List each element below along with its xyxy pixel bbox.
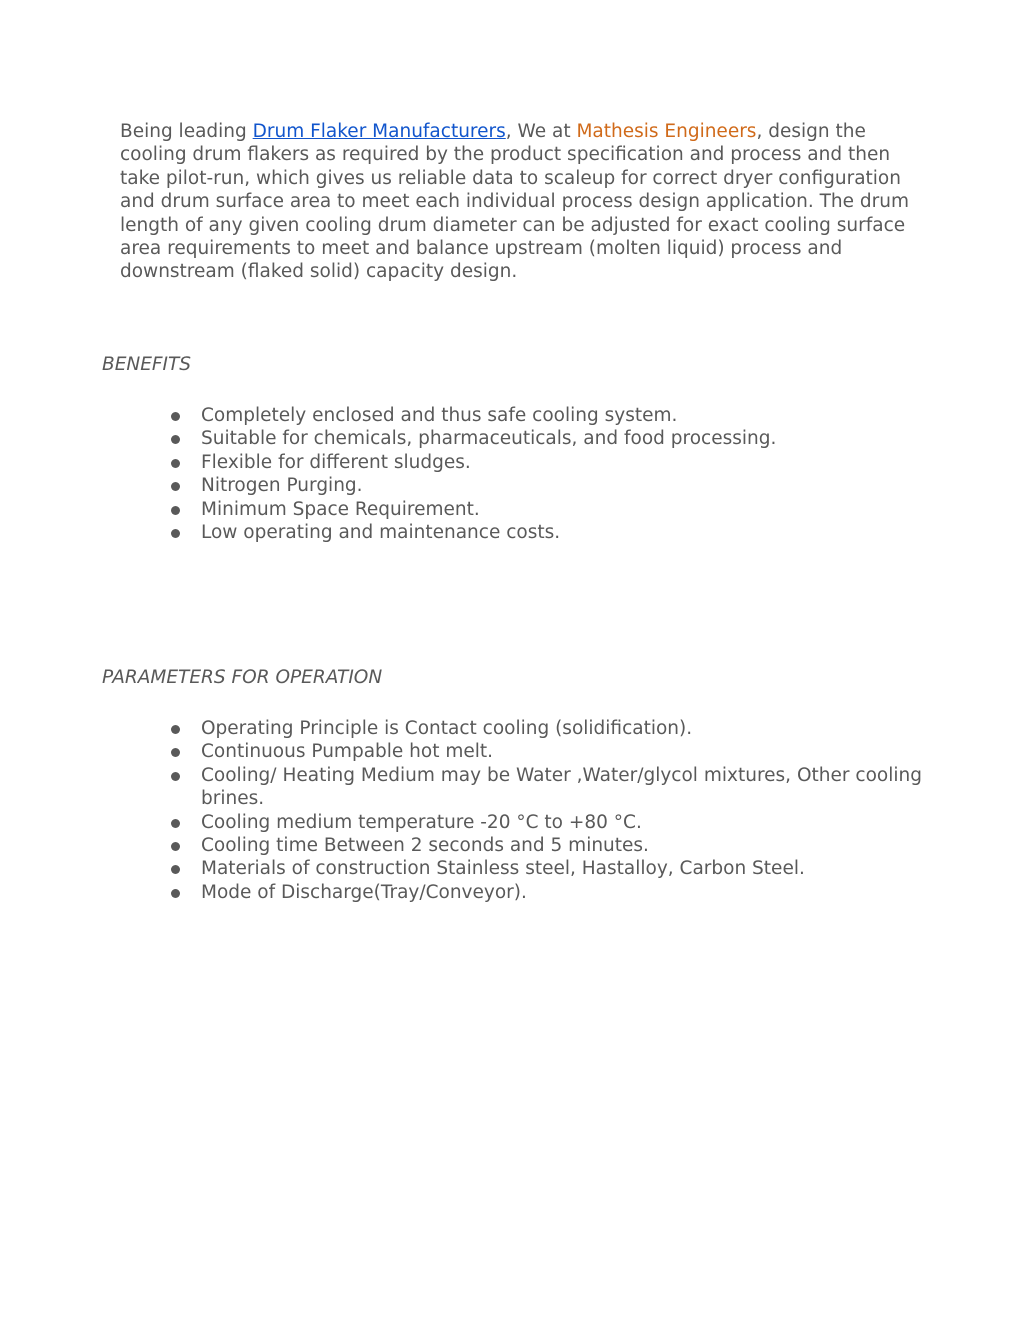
- drum-flaker-manufacturers-link[interactable]: Drum Flaker Manufacturers: [252, 121, 506, 142]
- list-item-text: Continuous Pumpable hot melt.: [201, 741, 494, 763]
- bullet-icon: [171, 482, 180, 491]
- list-item: [170, 451, 922, 474]
- intro-middle: , We at: [505, 121, 577, 142]
- intro-rest: , design the cooling drum flakers as required by the product specification and process and then take pilot-run, which gives us reliable data to scaleup for correct dryer configuration and drum surface area to meet each individual process design application. The drum length of any given cooling drum diameter can be adjusted for exact cooling surface area requirements to meet and balance upstream (molten liquid) process and downstream (flaked solid) capacity design.: [120, 121, 909, 283]
- list-item: [170, 521, 922, 544]
- list-item: [170, 811, 922, 834]
- bullet-icon: [171, 506, 180, 515]
- bullet-icon: [171, 529, 180, 538]
- list-item-text: Cooling medium temperature -20 °C to +80 °C.: [201, 811, 642, 833]
- list-item-text: Operating Principle is Contact cooling (solidification).: [201, 718, 693, 739]
- list-item: [170, 404, 922, 427]
- list-item: [170, 740, 922, 763]
- benefits-heading: BENEFITS: [102, 354, 192, 375]
- list-item-text: Mode of Discharge(Tray/Conveyor).: [201, 881, 527, 903]
- list-item: [170, 498, 922, 521]
- bullet-icon: [171, 459, 180, 468]
- bullet-icon: [171, 412, 180, 421]
- list-item-text: Minimum Space Requirement.: [201, 498, 480, 520]
- benefits-list: [170, 404, 922, 544]
- list-item: [170, 427, 922, 450]
- brand-name: Mathesis Engineers: [576, 121, 757, 142]
- bullet-icon: [171, 435, 180, 444]
- bullet-icon: [171, 842, 180, 851]
- list-item-text: Suitable for chemicals, pharmaceuticals, and food processing.: [201, 428, 777, 450]
- list-item-text: Completely enclosed and thus safe cooling system.: [201, 405, 678, 426]
- list-item: [170, 717, 922, 740]
- list-item: [170, 764, 922, 811]
- list-item: [170, 857, 922, 880]
- list-item-text: Cooling time Between 2 seconds and 5 minutes.: [201, 835, 649, 857]
- intro-paragraph: [120, 120, 920, 284]
- list-item: [170, 834, 922, 857]
- parameters-list: [170, 717, 922, 904]
- bullet-icon: [171, 889, 180, 898]
- bullet-icon: [171, 865, 180, 874]
- list-item-text: Cooling/ Heating Medium may be Water ,Water/glycol mixtures, Other cooling brines.: [201, 764, 922, 810]
- list-item-text: Low operating and maintenance costs.: [201, 522, 561, 544]
- bullet-icon: [171, 772, 180, 781]
- parameters-heading: PARAMETERS FOR OPERATION: [102, 667, 383, 688]
- bullet-icon: [171, 819, 180, 828]
- list-item-text: Nitrogen Purging.: [201, 475, 363, 497]
- list-item: [170, 474, 922, 497]
- list-item-text: Materials of construction Stainless steel, Hastalloy, Carbon Steel.: [201, 858, 805, 880]
- bullet-icon: [171, 748, 180, 757]
- list-item-text: Flexible for different sludges.: [201, 451, 471, 473]
- bullet-icon: [171, 725, 180, 734]
- intro-prefix: Being leading: [120, 121, 253, 142]
- list-item: [170, 881, 922, 904]
